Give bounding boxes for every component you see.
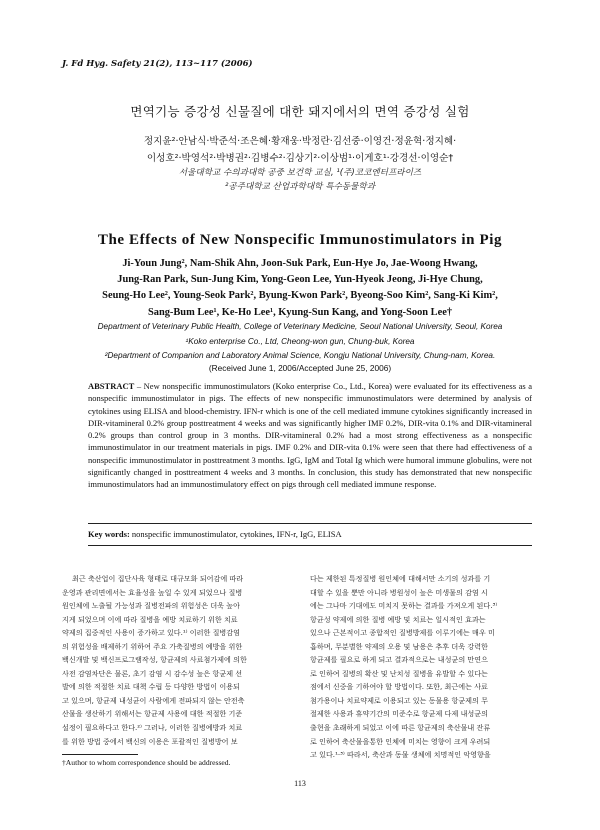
body-line: 흡하며, 무분별한 약제의 오용 및 남용은 추후 더욱 강력한 (310, 641, 488, 651)
body-line: 의 위험성을 배제하기 위하여 주요 가축질병의 예방을 위한 (62, 641, 243, 651)
body-line: 설정이 필요하다고 한다.²⁾ 그러나, 이러한 질병예방과 치료 (62, 723, 243, 733)
body-line: 대할 수 있을 뿐만 아니라 병원성이 높은 미생물의 감염 시 (310, 587, 488, 597)
body-line: 로 인하여 질병의 확산 및 난치성 질병을 유발할 수 있다는 (310, 668, 488, 678)
journal-citation: J. Fd Hyg. Safety 21(2), 113~117 (2006) (62, 59, 253, 69)
body-line: 백신개발 및 백신프로그램작성, 항균제의 사료첨가제에 의한 (62, 655, 247, 665)
body-column-left (62, 572, 290, 748)
korean-affiliation-1: 서울대학교 수의과대학 공중 보건학 교실, ¹(주)코코엔터프라이즈 (178, 168, 422, 178)
body-line: 점에서 신중을 기하여야 할 방법이다. 또한, 최근에는 사료 (310, 682, 488, 692)
body-line: 운영과 관리면에서는 효율성을 높일 수 있게 되었으나 질병 (62, 587, 243, 597)
abstract-label: ABSTRACT (88, 381, 135, 391)
keywords-label: Key words: (88, 529, 130, 539)
body-line: 원인체에 노출될 가능성과 질병전파의 위험성은 더욱 높아 (62, 601, 240, 611)
english-title: The Effects of New Nonspecific Immunostimulators in Pig (97, 232, 503, 248)
abstract-text: – New nonspecific immunostimulators (Koko enterprise Co., Ltd., Korea) were evaluated for its effectiveness as a nonspecific immunostimulator in pigs. The effects of new nonspecific immunostimulators were determined by analysis of cytokines using ELISA and blood-chemistry. IFN-r which is one of the cell mediated immune cytokines significantly increased in DIR-vitamineral 0.2% group posttreatment 4 weeks and was significantly higher IMF 0.2%, DIR-vita 0.1% and DIR-vitamineral 0.2% groups than control group in 3 months. DIR-vitamineral 0.2% had a most strong effectiveness as a nonspecific immunostimulator in our treatment materials in pigs. IMF 0.2% and DIR-vita 0.1% were seen that there had effectiveness of a nonspecific immunostimulator in posttreatment 3 months. IgG, IgM and Total Ig which were humoral immune globulins, were not significantly changed in posttreatment 4 weeks and 3 months. In conclusion, this study has demonstrated that new nonspecific immunostimulators had an immunostimulatory effect on pigs through cell mediated immune response. (88, 381, 532, 490)
abstract (88, 380, 532, 491)
korean-authors-line-1: 정지윤²·안남식·박준석·조은혜·황재웅·박정란·김선중·이영건·정윤혁·정지혜· (143, 136, 457, 147)
english-authors-line-1: Ji-Youn Jung², Nam-Shik Ahn, Joon-Suk Park, Eun-Hye Jo, Jae-Woong Hwang, (122, 258, 478, 269)
english-authors-line-3: Seung-Ho Lee², Young-Seok Park², Byung-Kwon Park², Byeong-Soo Kim², Sang-Ki Kim², (102, 290, 498, 302)
korean-affiliation-2: ²공주대학교 산업과학대학 특수동물학과 (224, 182, 376, 192)
received-dates: (Received June 1, 2006/Accepted June 25, 2006) (208, 363, 392, 373)
body-line: 를 위한 방법 중에서 백신의 이용은 포괄적인 질병방어 보 (62, 736, 238, 746)
body-line: 약제의 집중적인 사용이 증가하고 있다.¹⁾ 이러한 질병감염 (62, 628, 240, 638)
body-line: 로 인하여 축산물을통한 인체에 미치는 영향이 크게 우려되 (310, 736, 491, 746)
footnote: †Author to whom correspondence should be addressed. (62, 758, 231, 767)
english-affiliation-1: Department of Veterinary Public Health, College of Veterinary Medicine, Seoul National University, Seoul, Korea (97, 322, 503, 331)
body-line: 사전 감염차단은 물론, 초기 감염 시 감수성 높은 항균제 선 (62, 668, 243, 678)
keywords-text: nonspecific immunostimulator, cytokines, IFN-r, IgG, ELISA (129, 529, 342, 539)
body-line: 산물을 생산하기 위해서는 항균제 사용에 대한 적절한 기준 (62, 709, 243, 719)
body-line: 항균제를 필요로 하게 되고 결과적으로는 내성균의 만연으 (310, 655, 488, 665)
korean-title: 면역기능 증강성 신물질에 대한 돼지에서의 면역 증강성 실험 (130, 104, 470, 119)
body-line: 최근 축산업이 집단사육 형태로 대규모화 되어감에 따라 (72, 574, 244, 583)
body-line: 첨가용이나 치료약제로 이용되고 있는 동물용 항균제의 무 (310, 695, 488, 705)
body-line: 고 있다.¹·³⁾ 따라서, 축산과 동물 생체에 치명적인 악영향을 (310, 750, 491, 760)
english-affiliation-3: ²Department of Companion and Laboratory Animal Science, Kongju National University, Chung-nam, Korea. (104, 351, 496, 360)
keywords-top-rule (88, 523, 532, 524)
body-line: 고 있으며, 항균제 내성균이 사람에게 전파되지 않는 안전축 (62, 695, 245, 705)
english-authors (60, 256, 540, 321)
body-column-right (310, 572, 538, 762)
body-line: 지게 되었으며 이에 따라 질병을 예방 치료하기 위한 치료 (62, 614, 238, 624)
body-line: 에는 그나마 기대에도 미치지 못하는 결과를 가져오게 된다.³⁾ (310, 601, 498, 611)
body-line: 출현을 초래하게 되었고 이에 따른 항균제의 축산물내 잔류 (310, 723, 491, 733)
footnote-rule (62, 754, 138, 755)
body-line: 다는 제한된 특정질병 원인체에 대해서만 소기의 성과를 기 (310, 574, 491, 583)
korean-authors-line-2: 이성호²·박영석²·박병권²·김병수²·김상기²·이상범¹·이게호¹·강경선·이영순† (146, 153, 454, 164)
body-line: 항균성 약제에 의한 질병 예방 및 치료는 일시적인 효과는 (310, 614, 486, 624)
english-affiliations (40, 320, 560, 364)
keywords (88, 529, 532, 539)
page-number: 113 (294, 779, 306, 788)
english-affiliation-2: ¹Koko enterprise Co., Ltd, Cheong-won gun, Chung-buk, Korea (185, 336, 415, 346)
english-authors-line-2: Jung-Ran Park, Sun-Jung Kim, Yong-Geon Lee, Yun-Hyeok Jeong, Ji-Hye Chung, (117, 274, 483, 286)
body-line: 발에 의한 적절한 치료 대책 수립 등 다양한 방법이 이용되 (62, 682, 240, 692)
body-line: 있으나 근본적이고 종합적인 질병방제를 이루기에는 매우 미 (310, 628, 495, 638)
keywords-bottom-rule (88, 545, 532, 546)
body-line: 절제한 사용과 휴약기간의 미준수로 항균제 다제 내성균의 (310, 709, 488, 719)
english-authors-line-4: Sang-Bum Lee¹, Ke-Ho Lee¹, Kyung-Sun Kang, and Yong-Soon Lee† (147, 306, 453, 318)
